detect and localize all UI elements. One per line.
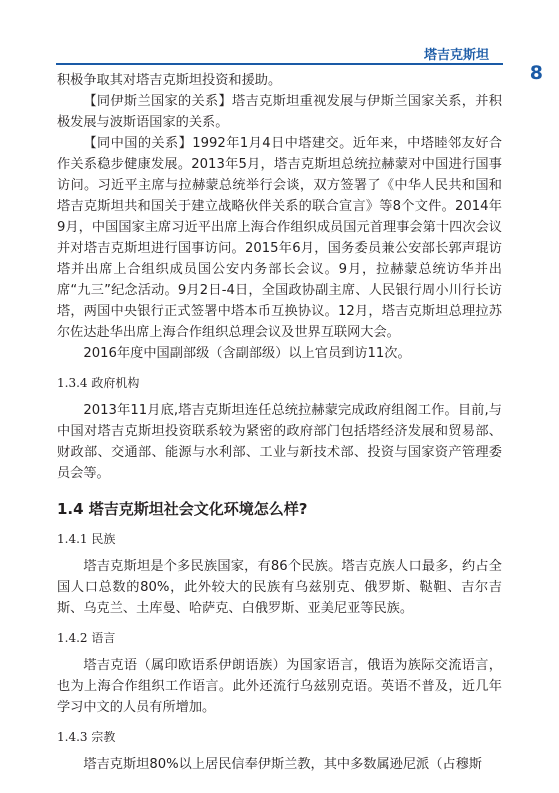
section-heading-society-culture: 1.4 塔吉克斯坦社会文化环境怎么样? bbox=[57, 500, 308, 518]
page-number: 8 bbox=[529, 62, 543, 84]
section-heading-ethnicity: 1.4.1 民族 bbox=[57, 532, 116, 546]
paragraph-investment: 积极争取其对塔吉克斯坦投资和援助。 bbox=[57, 73, 282, 88]
paragraph-government: 2013年11月底,塔吉克斯坦连任总统拉赫蒙完成政府组阁工作。目前,与中国对塔吉克斯坦投资联系较为紧密的政府部门包括塔经济发展和贸易部、财政部、交通部、能源与水利部、工业与新技术部、投资与国家资产管理委员会等。 bbox=[57, 403, 502, 481]
section-heading-religion: 1.4.3 宗教 bbox=[57, 730, 116, 744]
paragraph-language: 塔吉克语（属印欧语系伊朗语族）为国家语言，俄语为族际交流语言，也为上海合作组织工作语言。此外还流行乌兹别克语。英语不普及，近几年学习中文的人员有所增加。 bbox=[57, 658, 502, 715]
header-rule bbox=[56, 63, 503, 65]
paragraph-islamic-relations: 【同伊斯兰国家的关系】塔吉克斯坦重视发展与伊斯兰国家关系，并积极发展与波斯语国家的关系。 bbox=[57, 94, 502, 130]
paragraph-china-relations: 【同中国的关系】1992年1月4日中塔建交。近年来，中塔睦邻友好合作关系稳步健康发展。2013年5月，塔吉克斯坦总统拉赫蒙对中国进行国事访问。习近平主席与拉赫蒙总统举行会谈，双方签署了《中华人民共和国和塔吉克斯坦共和国关于建立战略伙伴关系的联合宣言》等8个文件。2014年9月，中国国家主席习近平出席上海合作组织成员国元首理事会第十四次会议并对塔吉克斯坦进行国事访问。2015年6月，国务委员兼公安部长郭声琨访塔并出席上合组织成员国公安内务部长会议。9月，拉赫蒙总统访华并出席“九三”纪念活动。9月2日-4日，全国政协副主席、人民银行周小川行长访塔，两国中央银行正式签署中塔本币互换协议。12月，塔吉克斯坦总理拉苏尔佐达赴华出席上海合作组织总理会议及世界互联网大会。 bbox=[57, 136, 502, 340]
paragraph-religion: 塔吉克斯坦80%以上居民信奉伊斯兰教，其中多数属逊尼派（占穆斯 bbox=[83, 757, 482, 772]
section-heading-government: 1.3.4 政府机构 bbox=[57, 376, 140, 390]
paragraph-ethnicity: 塔吉克斯坦是个多民族国家，有86个民族。塔吉克族人口最多，约占全国人口总数的80%，此外较大的民族有乌兹别克、俄罗斯、鞑靼、吉尔吉斯、乌克兰、土库曼、哈萨克、白俄罗斯、亚美尼亚等民族。 bbox=[57, 559, 502, 616]
page-body bbox=[57, 70, 502, 775]
header-title: 塔吉克斯坦 bbox=[423, 48, 489, 63]
paragraph-official-visits: 2016年度中国副部级（含副部级）以上官员到访11次。 bbox=[83, 346, 411, 361]
section-heading-language: 1.4.2 语言 bbox=[57, 631, 116, 645]
